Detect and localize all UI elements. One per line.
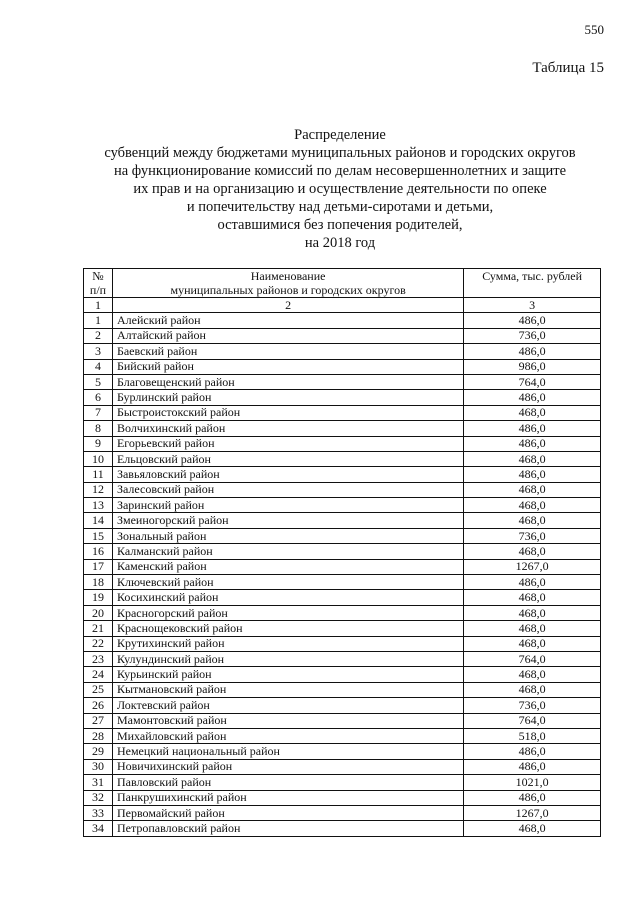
row-number: 20 xyxy=(84,605,113,620)
row-number: 6 xyxy=(84,390,113,405)
table-row xyxy=(84,775,601,790)
column-index: 2 xyxy=(112,298,463,313)
subvention-amount: 468,0 xyxy=(464,544,601,559)
table-row xyxy=(84,359,601,374)
district-name: Кулундинский район xyxy=(112,651,463,666)
subvention-amount: 1267,0 xyxy=(464,559,601,574)
district-name: Косихинский район xyxy=(112,590,463,605)
row-number: 13 xyxy=(84,498,113,513)
table-row xyxy=(84,728,601,743)
table-row xyxy=(84,421,601,436)
district-name: Каменский район xyxy=(112,559,463,574)
row-number: 16 xyxy=(84,544,113,559)
row-number: 18 xyxy=(84,575,113,590)
district-name: Курьинский район xyxy=(112,667,463,682)
district-name: Волчихинский район xyxy=(112,421,463,436)
table-row xyxy=(84,590,601,605)
district-name: Бийский район xyxy=(112,359,463,374)
row-number: 25 xyxy=(84,682,113,697)
row-number: 10 xyxy=(84,451,113,466)
table-row xyxy=(84,667,601,682)
district-name: Баевский район xyxy=(112,344,463,359)
row-number: 5 xyxy=(84,374,113,389)
subvention-amount: 486,0 xyxy=(464,344,601,359)
document-title xyxy=(40,126,640,252)
subvention-amount: 468,0 xyxy=(464,605,601,620)
title-line: на 2018 год xyxy=(304,235,376,251)
row-number: 28 xyxy=(84,728,113,743)
table-row xyxy=(84,374,601,389)
district-name: Новичихинский район xyxy=(112,759,463,774)
table-row xyxy=(84,805,601,820)
table-header-row xyxy=(84,269,601,298)
row-number: 32 xyxy=(84,790,113,805)
table-row xyxy=(84,559,601,574)
header-number xyxy=(84,269,113,298)
district-name: Панкрушихинский район xyxy=(112,790,463,805)
subvention-amount: 468,0 xyxy=(464,821,601,836)
title-line: их прав и на организацию и осуществление деятельности по опеке xyxy=(133,181,547,197)
district-name: Змеиногорский район xyxy=(112,513,463,528)
table-row xyxy=(84,621,601,636)
row-number: 1 xyxy=(84,313,113,328)
table-row xyxy=(84,467,601,482)
table-row xyxy=(84,451,601,466)
district-name: Быстроистокский район xyxy=(112,405,463,420)
subvention-amount: 486,0 xyxy=(464,313,601,328)
district-name: Егорьевский район xyxy=(112,436,463,451)
subvention-amount: 486,0 xyxy=(464,421,601,436)
table-row xyxy=(84,528,601,543)
subvention-amount: 1267,0 xyxy=(464,805,601,820)
subvention-amount: 764,0 xyxy=(464,651,601,666)
subvention-amount: 468,0 xyxy=(464,498,601,513)
title-line: оставшимися без попечения родителей, xyxy=(217,217,463,233)
row-number: 30 xyxy=(84,759,113,774)
district-name: Завьяловский район xyxy=(112,467,463,482)
row-number: 9 xyxy=(84,436,113,451)
table-row xyxy=(84,513,601,528)
district-name: Локтевский район xyxy=(112,698,463,713)
district-name: Петропавловский район xyxy=(112,821,463,836)
subvention-amount: 486,0 xyxy=(464,744,601,759)
row-number: 17 xyxy=(84,559,113,574)
subvention-amount: 736,0 xyxy=(464,528,601,543)
district-name: Калманский район xyxy=(112,544,463,559)
header-number-line1: № xyxy=(92,269,104,283)
district-name: Павловский район xyxy=(112,775,463,790)
row-number: 29 xyxy=(84,744,113,759)
table-row xyxy=(84,482,601,497)
subvention-amount: 518,0 xyxy=(464,728,601,743)
subvention-amount: 736,0 xyxy=(464,698,601,713)
distribution-table xyxy=(83,268,601,837)
row-number: 8 xyxy=(84,421,113,436)
row-number: 26 xyxy=(84,698,113,713)
table-row xyxy=(84,636,601,651)
district-name: Ельцовский район xyxy=(112,451,463,466)
row-number: 33 xyxy=(84,805,113,820)
header-name xyxy=(112,269,463,298)
row-number: 4 xyxy=(84,359,113,374)
district-name: Зональный район xyxy=(112,528,463,543)
subvention-amount: 486,0 xyxy=(464,436,601,451)
subvention-amount: 468,0 xyxy=(464,682,601,697)
district-name: Крутихинский район xyxy=(112,636,463,651)
district-name: Залесовский район xyxy=(112,482,463,497)
header-name-line1: Наименование xyxy=(250,269,326,283)
table-row xyxy=(84,698,601,713)
table-row xyxy=(84,328,601,343)
subvention-amount: 468,0 xyxy=(464,482,601,497)
district-name: Михайловский район xyxy=(112,728,463,743)
subvention-amount: 468,0 xyxy=(464,513,601,528)
subvention-amount: 764,0 xyxy=(464,713,601,728)
subvention-amount: 468,0 xyxy=(464,636,601,651)
row-number: 3 xyxy=(84,344,113,359)
column-index-row xyxy=(84,298,601,313)
subvention-amount: 486,0 xyxy=(464,790,601,805)
table-row xyxy=(84,313,601,328)
table-row xyxy=(84,436,601,451)
row-number: 27 xyxy=(84,713,113,728)
district-name: Ключевский район xyxy=(112,575,463,590)
table-row xyxy=(84,344,601,359)
district-name: Немецкий национальный район xyxy=(112,744,463,759)
row-number: 11 xyxy=(84,467,113,482)
table-row xyxy=(84,759,601,774)
table-row xyxy=(84,544,601,559)
row-number: 7 xyxy=(84,405,113,420)
table-row xyxy=(84,605,601,620)
district-name: Алтайский район xyxy=(112,328,463,343)
row-number: 19 xyxy=(84,590,113,605)
subvention-amount: 486,0 xyxy=(464,575,601,590)
title-line: и попечительству над детьми-сиротами и детьми, xyxy=(186,199,494,215)
district-name: Алейский район xyxy=(112,313,463,328)
subvention-amount: 986,0 xyxy=(464,359,601,374)
row-number: 15 xyxy=(84,528,113,543)
district-name: Первомайский район xyxy=(112,805,463,820)
table-row xyxy=(84,790,601,805)
title-line: Распределение xyxy=(294,127,386,143)
row-number: 31 xyxy=(84,775,113,790)
column-index: 1 xyxy=(84,298,113,313)
row-number: 23 xyxy=(84,651,113,666)
subvention-amount: 486,0 xyxy=(464,759,601,774)
column-index: 3 xyxy=(464,298,601,313)
row-number: 21 xyxy=(84,621,113,636)
header-name-line2: муниципальных районов и городских округов xyxy=(170,283,406,297)
subvention-amount: 486,0 xyxy=(464,467,601,482)
table-row xyxy=(84,713,601,728)
subvention-amount: 1021,0 xyxy=(464,775,601,790)
row-number: 34 xyxy=(84,821,113,836)
table-label: Таблица 15 xyxy=(532,60,604,76)
subvention-amount: 764,0 xyxy=(464,374,601,389)
header-sum: Сумма, тыс. рублей xyxy=(464,269,601,298)
row-number: 22 xyxy=(84,636,113,651)
district-name: Бурлинский район xyxy=(112,390,463,405)
district-name: Краснощековский район xyxy=(112,621,463,636)
row-number: 12 xyxy=(84,482,113,497)
row-number: 14 xyxy=(84,513,113,528)
row-number: 24 xyxy=(84,667,113,682)
subvention-amount: 468,0 xyxy=(464,590,601,605)
table-row xyxy=(84,651,601,666)
district-name: Мамонтовский район xyxy=(112,713,463,728)
subvention-amount: 468,0 xyxy=(464,451,601,466)
district-name: Красногорский район xyxy=(112,605,463,620)
header-number-line2: п/п xyxy=(89,283,107,297)
table-row xyxy=(84,821,601,836)
district-name: Кытмановский район xyxy=(112,682,463,697)
subvention-amount: 468,0 xyxy=(464,667,601,682)
table-row xyxy=(84,744,601,759)
table-row xyxy=(84,405,601,420)
row-number: 2 xyxy=(84,328,113,343)
page-number: 550 xyxy=(584,22,604,37)
subvention-amount: 468,0 xyxy=(464,405,601,420)
title-line: на функционирование комиссий по делам несовершеннолетних и защите xyxy=(113,163,567,179)
district-name: Благовещенский район xyxy=(112,374,463,389)
table-row xyxy=(84,575,601,590)
table-row xyxy=(84,498,601,513)
title-line: субвенций между бюджетами муниципальных районов и городских округов xyxy=(104,145,576,161)
subvention-amount: 736,0 xyxy=(464,328,601,343)
subvention-amount: 486,0 xyxy=(464,390,601,405)
table-row xyxy=(84,390,601,405)
subvention-amount: 468,0 xyxy=(464,621,601,636)
district-name: Заринский район xyxy=(112,498,463,513)
table-body xyxy=(84,313,601,836)
table-row xyxy=(84,682,601,697)
